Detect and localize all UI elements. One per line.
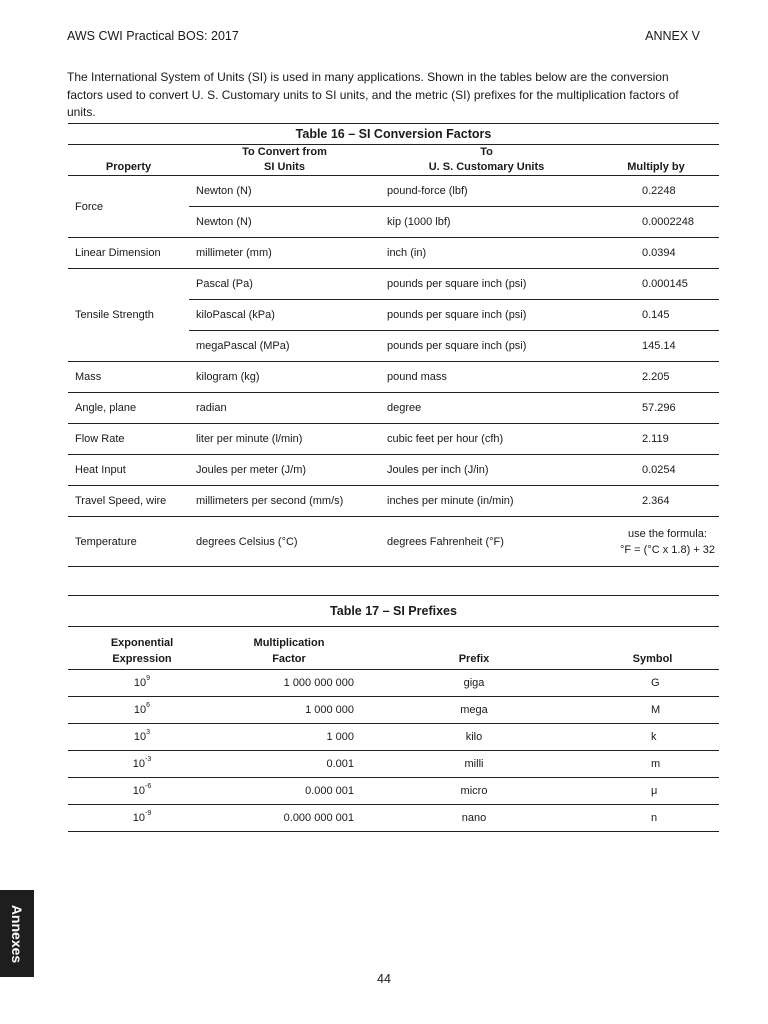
- page-number: 44: [377, 972, 391, 986]
- factor-cell: 0.001: [216, 751, 362, 778]
- symbol-cell: m: [586, 751, 719, 778]
- factor-cell: 1 000 000 000: [216, 670, 362, 697]
- annexes-side-tab: [0, 890, 34, 977]
- table-17-title: Table 17 – SI Prefixes: [68, 595, 719, 626]
- factor-cell: 1 000 000: [216, 697, 362, 724]
- property-cell: Flow Rate: [68, 424, 189, 455]
- running-header-annex: ANNEX V: [645, 29, 700, 43]
- header-exponential-expression: Exponential Expression: [68, 627, 216, 670]
- symbol-cell: n: [586, 805, 719, 832]
- running-header-title: AWS CWI Practical BOS: 2017: [67, 29, 239, 43]
- property-cell: Heat Input: [68, 455, 189, 486]
- multiplier-cell: 2.119: [593, 424, 719, 455]
- header-convert-from: To Convert from SI Units: [189, 145, 380, 176]
- symbol-cell: k: [586, 724, 719, 751]
- prefix-cell: giga: [362, 670, 586, 697]
- symbol-cell: M: [586, 697, 719, 724]
- table-17-header-row: [68, 627, 719, 670]
- factor-cell: 0.000 000 001: [216, 805, 362, 832]
- symbol-cell: G: [586, 670, 719, 697]
- property-cell: Linear Dimension: [68, 238, 189, 269]
- table-row: [68, 724, 719, 751]
- property-cell: Temperature: [68, 517, 189, 567]
- si-prefixes-table: [68, 595, 719, 832]
- temperature-formula-cell: [593, 517, 719, 567]
- exponent-cell: $10^6$: [68, 697, 216, 724]
- to-unit-cell: degrees Fahrenheit (°F): [380, 517, 593, 567]
- factor-cell: 0.000 001: [216, 778, 362, 805]
- from-unit-cell: degrees Celsius (°C): [189, 517, 380, 567]
- table-row: [68, 176, 719, 207]
- from-unit-cell: Pascal (Pa): [189, 269, 380, 300]
- multiplier-cell: 0.000145: [593, 269, 719, 300]
- table-row: [68, 269, 719, 300]
- table-row: [68, 805, 719, 832]
- from-unit-cell: liter per minute (l/min): [189, 424, 380, 455]
- to-unit-cell: inch (in): [380, 238, 593, 269]
- multiplier-cell: 57.296: [593, 393, 719, 424]
- table-row: [68, 751, 719, 778]
- from-unit-cell: megaPascal (MPa): [189, 331, 380, 362]
- from-unit-cell: Joules per meter (J/m): [189, 455, 380, 486]
- table-row: [68, 486, 719, 517]
- header-symbol: Symbol: [586, 627, 719, 670]
- multiplier-cell: 0.0254: [593, 455, 719, 486]
- table-row: [68, 697, 719, 724]
- multiplier-cell: 0.0002248: [593, 207, 719, 238]
- table-16-header-row: [68, 145, 719, 176]
- header-convert-to: To U. S. Customary Units: [380, 145, 593, 176]
- multiplier-cell: 0.2248: [593, 176, 719, 207]
- multiplier-cell: 0.0394: [593, 238, 719, 269]
- factor-cell: 1 000: [216, 724, 362, 751]
- header-property: Property: [68, 145, 189, 176]
- to-unit-cell: pounds per square inch (psi): [380, 300, 593, 331]
- to-unit-cell: cubic feet per hour (cfh): [380, 424, 593, 455]
- property-cell: Tensile Strength: [68, 269, 189, 362]
- to-unit-cell: pound-force (lbf): [380, 176, 593, 207]
- from-unit-cell: Newton (N): [189, 176, 380, 207]
- to-unit-cell: degree: [380, 393, 593, 424]
- header-multiplication-factor: Multiplication Factor: [216, 627, 362, 670]
- property-cell: Mass: [68, 362, 189, 393]
- property-cell: Force: [68, 176, 189, 238]
- formula-expression: °F = (°C x 1.8) + 32: [620, 543, 715, 556]
- header-prefix: Prefix: [362, 627, 586, 670]
- exponent-cell: $10^{-3}$: [68, 751, 216, 778]
- to-unit-cell: pounds per square inch (psi): [380, 269, 593, 300]
- exponent-cell: $10^{-9}$: [68, 805, 216, 832]
- multiplier-cell: 2.364: [593, 486, 719, 517]
- from-unit-cell: kiloPascal (kPa): [189, 300, 380, 331]
- symbol-cell: μ: [586, 778, 719, 805]
- exponent-cell: $10^3$: [68, 724, 216, 751]
- table-row: [68, 424, 719, 455]
- table-row: [68, 517, 719, 567]
- side-tab-label: Annexes: [9, 904, 25, 963]
- property-cell: Angle, plane: [68, 393, 189, 424]
- multiplier-cell: 2.205: [593, 362, 719, 393]
- multiplier-cell: 145.14: [593, 331, 719, 362]
- table-row: [68, 778, 719, 805]
- prefix-cell: micro: [362, 778, 586, 805]
- table-row: [68, 393, 719, 424]
- table-row: [68, 362, 719, 393]
- prefix-cell: kilo: [362, 724, 586, 751]
- multiplier-cell: 0.145: [593, 300, 719, 331]
- si-conversion-table: [68, 123, 719, 567]
- prefix-cell: nano: [362, 805, 586, 832]
- from-unit-cell: radian: [189, 393, 380, 424]
- to-unit-cell: pounds per square inch (psi): [380, 331, 593, 362]
- from-unit-cell: millimeters per second (mm/s): [189, 486, 380, 517]
- property-cell: Travel Speed, wire: [68, 486, 189, 517]
- prefix-cell: mega: [362, 697, 586, 724]
- table-row: [68, 238, 719, 269]
- header-multiply-by: Multiply by: [593, 145, 719, 176]
- to-unit-cell: pound mass: [380, 362, 593, 393]
- table-16-title: Table 16 – SI Conversion Factors: [68, 123, 719, 144]
- from-unit-cell: Newton (N): [189, 207, 380, 238]
- formula-intro: use the formula:: [628, 527, 707, 540]
- to-unit-cell: kip (1000 lbf): [380, 207, 593, 238]
- exponent-cell: $10^9$: [68, 670, 216, 697]
- table-row: [68, 670, 719, 697]
- prefix-cell: milli: [362, 751, 586, 778]
- from-unit-cell: millimeter (mm): [189, 238, 380, 269]
- to-unit-cell: inches per minute (in/min): [380, 486, 593, 517]
- intro-paragraph: The International System of Units (SI) is used in many applications. Shown in the tables below are the conversion factors used to convert U. S. Customary units to SI units, and the metric (SI) prefixes for the multiplication factors of units.: [67, 70, 679, 119]
- exponent-cell: $10^{-6}$: [68, 778, 216, 805]
- from-unit-cell: kilogram (kg): [189, 362, 380, 393]
- table-row: [68, 455, 719, 486]
- to-unit-cell: Joules per inch (J/in): [380, 455, 593, 486]
